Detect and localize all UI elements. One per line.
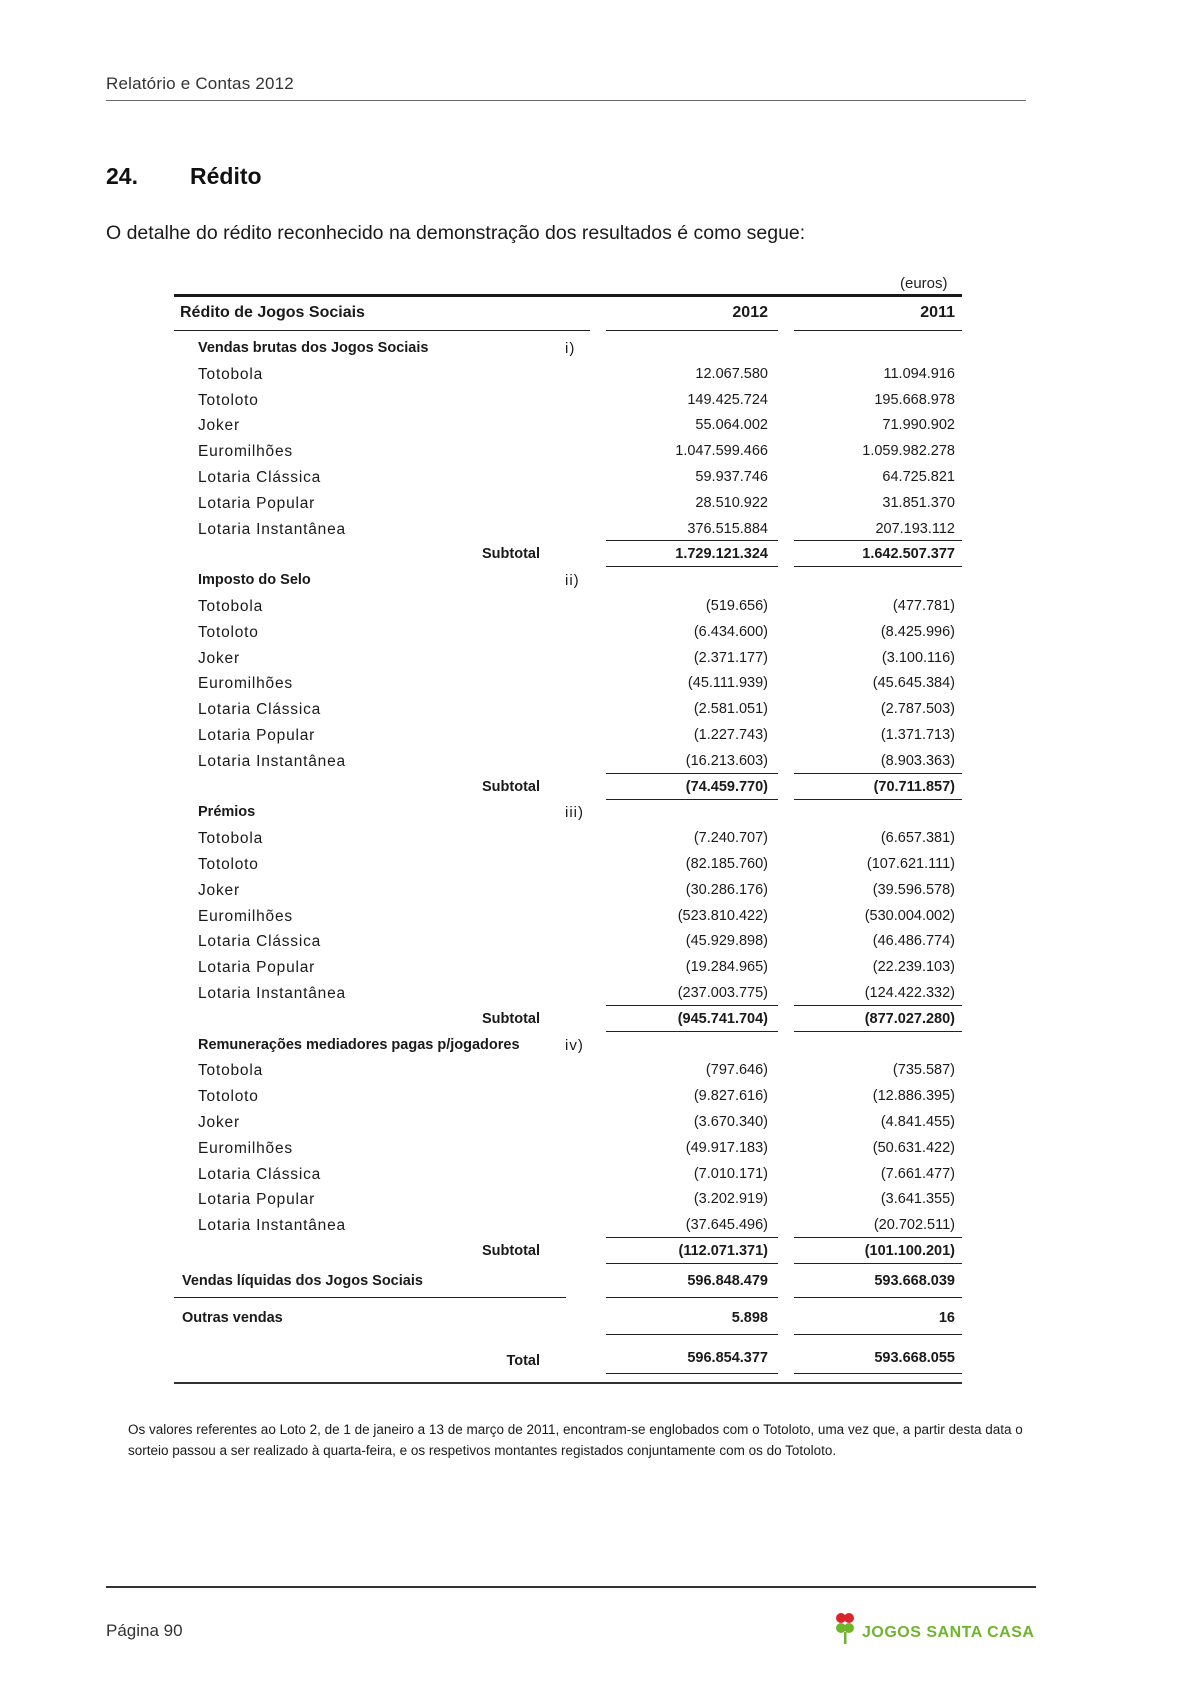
group-note: ii) — [565, 572, 580, 590]
table-row — [0, 878, 1200, 903]
subtotal-row-label: Subtotal — [482, 546, 540, 563]
group-title: Remunerações mediadores pagas p/jogadores — [198, 1036, 520, 1053]
subtotal-top-rule-2011 — [794, 1005, 962, 1006]
table-row — [0, 465, 1200, 490]
table-row-value-2012: (3.670.340) — [693, 1114, 768, 1130]
table-row-value-2012: 28.510.922 — [695, 494, 768, 511]
group-heading — [0, 800, 1200, 825]
table-row-value-2011: (735.587) — [892, 1062, 955, 1079]
table-row-value-2011: (530.004.002) — [864, 907, 955, 924]
subtotal-row — [0, 542, 1200, 567]
table-row-value-2011: (50.631.422) — [872, 1139, 955, 1156]
table-row-label: Totoloto — [198, 1088, 259, 1106]
table-row-value-2012: 149.425.724 — [687, 391, 768, 408]
table-row-value-2011: (20.702.511) — [873, 1217, 955, 1234]
table-row — [0, 517, 1200, 542]
table-row-value-2011: 11.094.916 — [883, 365, 955, 382]
table-row-label: Lotaria Clássica — [198, 933, 322, 951]
subtotal-row-value-2011: (70.711.857) — [873, 778, 955, 795]
table-row — [0, 671, 1200, 696]
table-row-label: Euromilhões — [198, 443, 293, 461]
subtotal-row-value-2011: (101.100.201) — [864, 1243, 955, 1259]
table-row-value-2011: (22.239.103) — [872, 959, 955, 976]
table-row — [0, 749, 1200, 774]
table-row-value-2011: (2.787.503) — [880, 701, 955, 718]
subtotal-top-rule-2011 — [794, 540, 962, 541]
group-heading — [0, 1033, 1200, 1058]
table-row-value-2012: (82.185.760) — [685, 856, 768, 872]
table-row — [0, 826, 1200, 851]
table-row — [0, 362, 1200, 387]
table-row-value-2012: (7.010.171) — [693, 1165, 768, 1182]
units-label: (euros) — [900, 275, 948, 292]
table-row — [0, 929, 1200, 954]
table-row — [0, 1110, 1200, 1135]
subtotal-row — [0, 775, 1200, 800]
table-row — [0, 904, 1200, 929]
table-row-label: Totobola — [198, 598, 264, 615]
table-row-label: Lotaria Clássica — [198, 701, 322, 719]
intro-paragraph: O detalhe do rédito reconhecido na demonstração dos resultados é como segue: — [106, 222, 806, 244]
table-row — [0, 646, 1200, 671]
subtotal-top-rule-2011 — [794, 1237, 962, 1238]
table-row — [0, 439, 1200, 464]
table-row-label: Lotaria Clássica — [198, 1165, 322, 1183]
table-row-value-2012: 12.067.580 — [695, 365, 768, 382]
subtotal-bottom-rule-2012 — [606, 1263, 778, 1264]
table-row — [0, 981, 1200, 1006]
table-row-value-2011: 207.193.112 — [875, 520, 955, 537]
other-sales-row — [0, 1306, 1200, 1331]
net-sales-rule-2012 — [606, 1297, 778, 1298]
table-row — [0, 1058, 1200, 1083]
table-row-value-2012: (6.434.600) — [693, 623, 768, 640]
table-row-value-2011: 31.851.370 — [882, 494, 955, 511]
net-sales-row-value-2012: 596.848.479 — [687, 1272, 768, 1289]
total-rule-2011 — [794, 1373, 962, 1374]
table-row — [0, 955, 1200, 980]
subtotal-row — [0, 1007, 1200, 1032]
table-row — [0, 1213, 1200, 1238]
group-note: iii) — [565, 804, 584, 822]
table-row-value-2011: (107.621.111) — [866, 856, 955, 872]
table-row — [0, 594, 1200, 619]
table-row-label: Joker — [198, 649, 240, 667]
table-row-value-2012: (19.284.965) — [685, 959, 768, 976]
group-title: Imposto do Selo — [198, 572, 311, 589]
subtotal-bottom-rule-2011 — [794, 1263, 962, 1264]
table-row-value-2011: 71.990.902 — [882, 417, 955, 434]
clover-icon — [832, 1610, 858, 1646]
header-underline-2011 — [794, 330, 962, 331]
section-number: 24. — [106, 163, 138, 189]
table-row — [0, 1084, 1200, 1109]
group-heading — [0, 336, 1200, 361]
table-row-value-2012: (49.917.183) — [685, 1139, 768, 1156]
running-header: Relatório e Contas 2012 — [106, 74, 294, 93]
table-row-value-2012: (16.213.603) — [685, 752, 768, 769]
table-row — [0, 1136, 1200, 1161]
table-row-value-2011: (39.596.578) — [872, 881, 955, 898]
net-sales-row-value-2011: 593.668.039 — [874, 1272, 955, 1289]
table-row-label: Joker — [198, 881, 240, 899]
table-row-label: Lotaria Popular — [198, 494, 316, 512]
table-row — [0, 697, 1200, 722]
subtotal-row-value-2012: (74.459.770) — [685, 778, 768, 795]
table-row-value-2011: (477.781) — [892, 598, 955, 614]
net-sales-rule-label — [174, 1297, 566, 1298]
total-row-value-2011: 593.668.055 — [874, 1349, 955, 1366]
table-row-label: Totoloto — [198, 623, 259, 641]
total-rule-2012 — [606, 1373, 778, 1374]
table-row-value-2012: (3.202.919) — [693, 1191, 768, 1208]
table-row-value-2011: (3.641.355) — [880, 1191, 955, 1208]
table-row-label: Totobola — [198, 1062, 264, 1080]
table-row-value-2012: 376.515.884 — [687, 520, 768, 537]
table-row-label: Lotaria Popular — [198, 727, 316, 744]
table-row-value-2011: (4.841.455) — [880, 1114, 955, 1130]
table-top-rule — [174, 294, 962, 297]
header-underline-2012 — [606, 330, 778, 331]
brand-name: JOGOS SANTA CASA — [862, 1624, 1035, 1641]
table-row — [0, 1162, 1200, 1187]
table-row-value-2011: (8.425.996) — [880, 623, 955, 640]
table-row-label: Lotaria Instantânea — [198, 1217, 346, 1235]
table-row — [0, 723, 1200, 748]
net-sales-row — [0, 1269, 1200, 1294]
header-underline-label — [174, 330, 590, 331]
table-row-value-2012: (797.646) — [705, 1062, 768, 1079]
table-row-value-2012: (30.286.176) — [685, 881, 768, 898]
table-row-value-2012: (7.240.707) — [693, 830, 768, 847]
total-label: Total — [506, 1352, 540, 1369]
subtotal-row-label: Subtotal — [482, 778, 540, 795]
total-row-value-2012: 596.854.377 — [687, 1349, 768, 1366]
table-row — [0, 852, 1200, 877]
subtotal-row-label: Subtotal — [482, 1243, 540, 1259]
table-row-label: Lotaria Instantânea — [198, 752, 346, 770]
other-sales-row-value-2012: 5.898 — [731, 1309, 768, 1326]
table-row-value-2012: (45.929.898) — [685, 933, 768, 950]
table-row-label: Lotaria Instantânea — [198, 985, 346, 1002]
table-row-value-2011: 1.059.982.278 — [862, 443, 955, 460]
table-row — [0, 620, 1200, 645]
table-row-value-2011: (45.645.384) — [872, 675, 955, 692]
table-row-label: Lotaria Popular — [198, 1191, 316, 1209]
subtotal-top-rule-2012 — [606, 773, 778, 774]
table-row-label: Lotaria Popular — [198, 959, 316, 977]
table-row-label: Totoloto — [198, 856, 259, 873]
table-row-value-2012: 59.937.746 — [695, 469, 768, 485]
table-row-value-2011: (1.371.713) — [880, 727, 955, 743]
table-row — [0, 388, 1200, 413]
table-row-label: Totobola — [198, 830, 264, 848]
header-rule — [106, 100, 1026, 101]
other-sales-row-label: Outras vendas — [182, 1309, 283, 1326]
subtotal-top-rule-2012 — [606, 1237, 778, 1238]
group-title: Prémios — [198, 804, 256, 821]
table-row-label: Euromilhões — [198, 907, 293, 925]
other-sales-row-value-2011: 16 — [938, 1309, 955, 1326]
subtotal-row-value-2012: (112.071.371) — [678, 1243, 768, 1259]
group-note: iv) — [565, 1036, 584, 1054]
table-row — [0, 413, 1200, 438]
table-header-title: Rédito de Jogos Sociais — [180, 304, 365, 321]
subtotal-row-value-2012: 1.729.121.324 — [675, 546, 768, 563]
table-row-label: Euromilhões — [198, 1139, 293, 1157]
column-header-2011: 2011 — [920, 304, 955, 321]
group-heading — [0, 568, 1200, 593]
table-row-value-2012: (2.581.051) — [693, 701, 768, 718]
table-row-value-2012: (523.810.422) — [677, 907, 768, 924]
table-row-value-2012: (9.827.616) — [693, 1088, 768, 1105]
table-row-label: Totoloto — [198, 391, 259, 409]
table-row-value-2011: (7.661.477) — [880, 1165, 955, 1182]
table-row-value-2012: (45.111.939) — [687, 675, 768, 692]
net-sales-rule-2011 — [794, 1297, 962, 1298]
page-number: Página 90 — [106, 1621, 183, 1640]
net-sales-row-label: Vendas líquidas dos Jogos Sociais — [182, 1272, 423, 1289]
subtotal-top-rule-2011 — [794, 773, 962, 774]
column-header-2012: 2012 — [732, 304, 768, 321]
table-row-value-2012: (2.371.177) — [693, 649, 768, 666]
group-note: i) — [565, 340, 576, 357]
table-row-label: Lotaria Instantânea — [198, 520, 346, 538]
table-bottom-rule — [174, 1382, 962, 1384]
table-row-value-2012: (37.645.496) — [685, 1217, 768, 1234]
table-row-label: Joker — [198, 1114, 240, 1131]
table-row — [0, 1187, 1200, 1212]
table-row-value-2011: (12.886.395) — [872, 1088, 955, 1105]
table-row-value-2012: (1.227.743) — [693, 727, 768, 743]
table-row-value-2012: 55.064.002 — [695, 417, 768, 434]
table-row-value-2012: (237.003.775) — [677, 985, 768, 1001]
subtotal-row-value-2012: (945.741.704) — [677, 1010, 768, 1027]
table-row — [0, 491, 1200, 516]
table-row-value-2012: 1.047.599.466 — [675, 443, 768, 460]
footnote: Os valores referentes ao Loto 2, de 1 de janeiro a 13 de março de 2011, encontram-se englobados com o Totoloto, uma vez que, a partir desta data o sorteio passou a ser realizado à quarta-feira, e os respetivos montantes registados conjuntamente com os do Totoloto. — [128, 1422, 1023, 1458]
table-row-value-2011: (46.486.774) — [872, 933, 955, 950]
table-row-label: Joker — [198, 417, 240, 435]
subtotal-row-value-2011: (877.027.280) — [864, 1010, 955, 1027]
table-row-value-2012: (519.656) — [705, 598, 768, 614]
table-row-label: Euromilhões — [198, 675, 293, 693]
subtotal-top-rule-2012 — [606, 540, 778, 541]
other-sales-rule-2012 — [606, 1334, 778, 1335]
table-row-value-2011: (6.657.381) — [880, 830, 955, 847]
total-row — [0, 1346, 1200, 1371]
subtotal-top-rule-2012 — [606, 1005, 778, 1006]
subtotal-row-label: Subtotal — [482, 1010, 540, 1027]
subtotal-row-value-2011: 1.642.507.377 — [862, 546, 955, 563]
section-title: Rédito — [190, 163, 262, 189]
table-row-value-2011: (3.100.116) — [881, 649, 955, 666]
subtotal-row — [0, 1239, 1200, 1264]
table-row-value-2011: (8.903.363) — [880, 752, 955, 769]
table-row-value-2011: 195.668.978 — [874, 391, 955, 408]
footer-rule — [106, 1586, 1036, 1588]
table-row-label: Lotaria Clássica — [198, 469, 322, 486]
table-row-value-2011: 64.725.821 — [882, 469, 955, 485]
table-row-value-2011: (124.422.332) — [864, 985, 955, 1001]
section-heading — [106, 163, 262, 190]
other-sales-rule-2011 — [794, 1334, 962, 1335]
table-row-label: Totobola — [198, 365, 264, 383]
group-title: Vendas brutas dos Jogos Sociais — [198, 340, 429, 356]
